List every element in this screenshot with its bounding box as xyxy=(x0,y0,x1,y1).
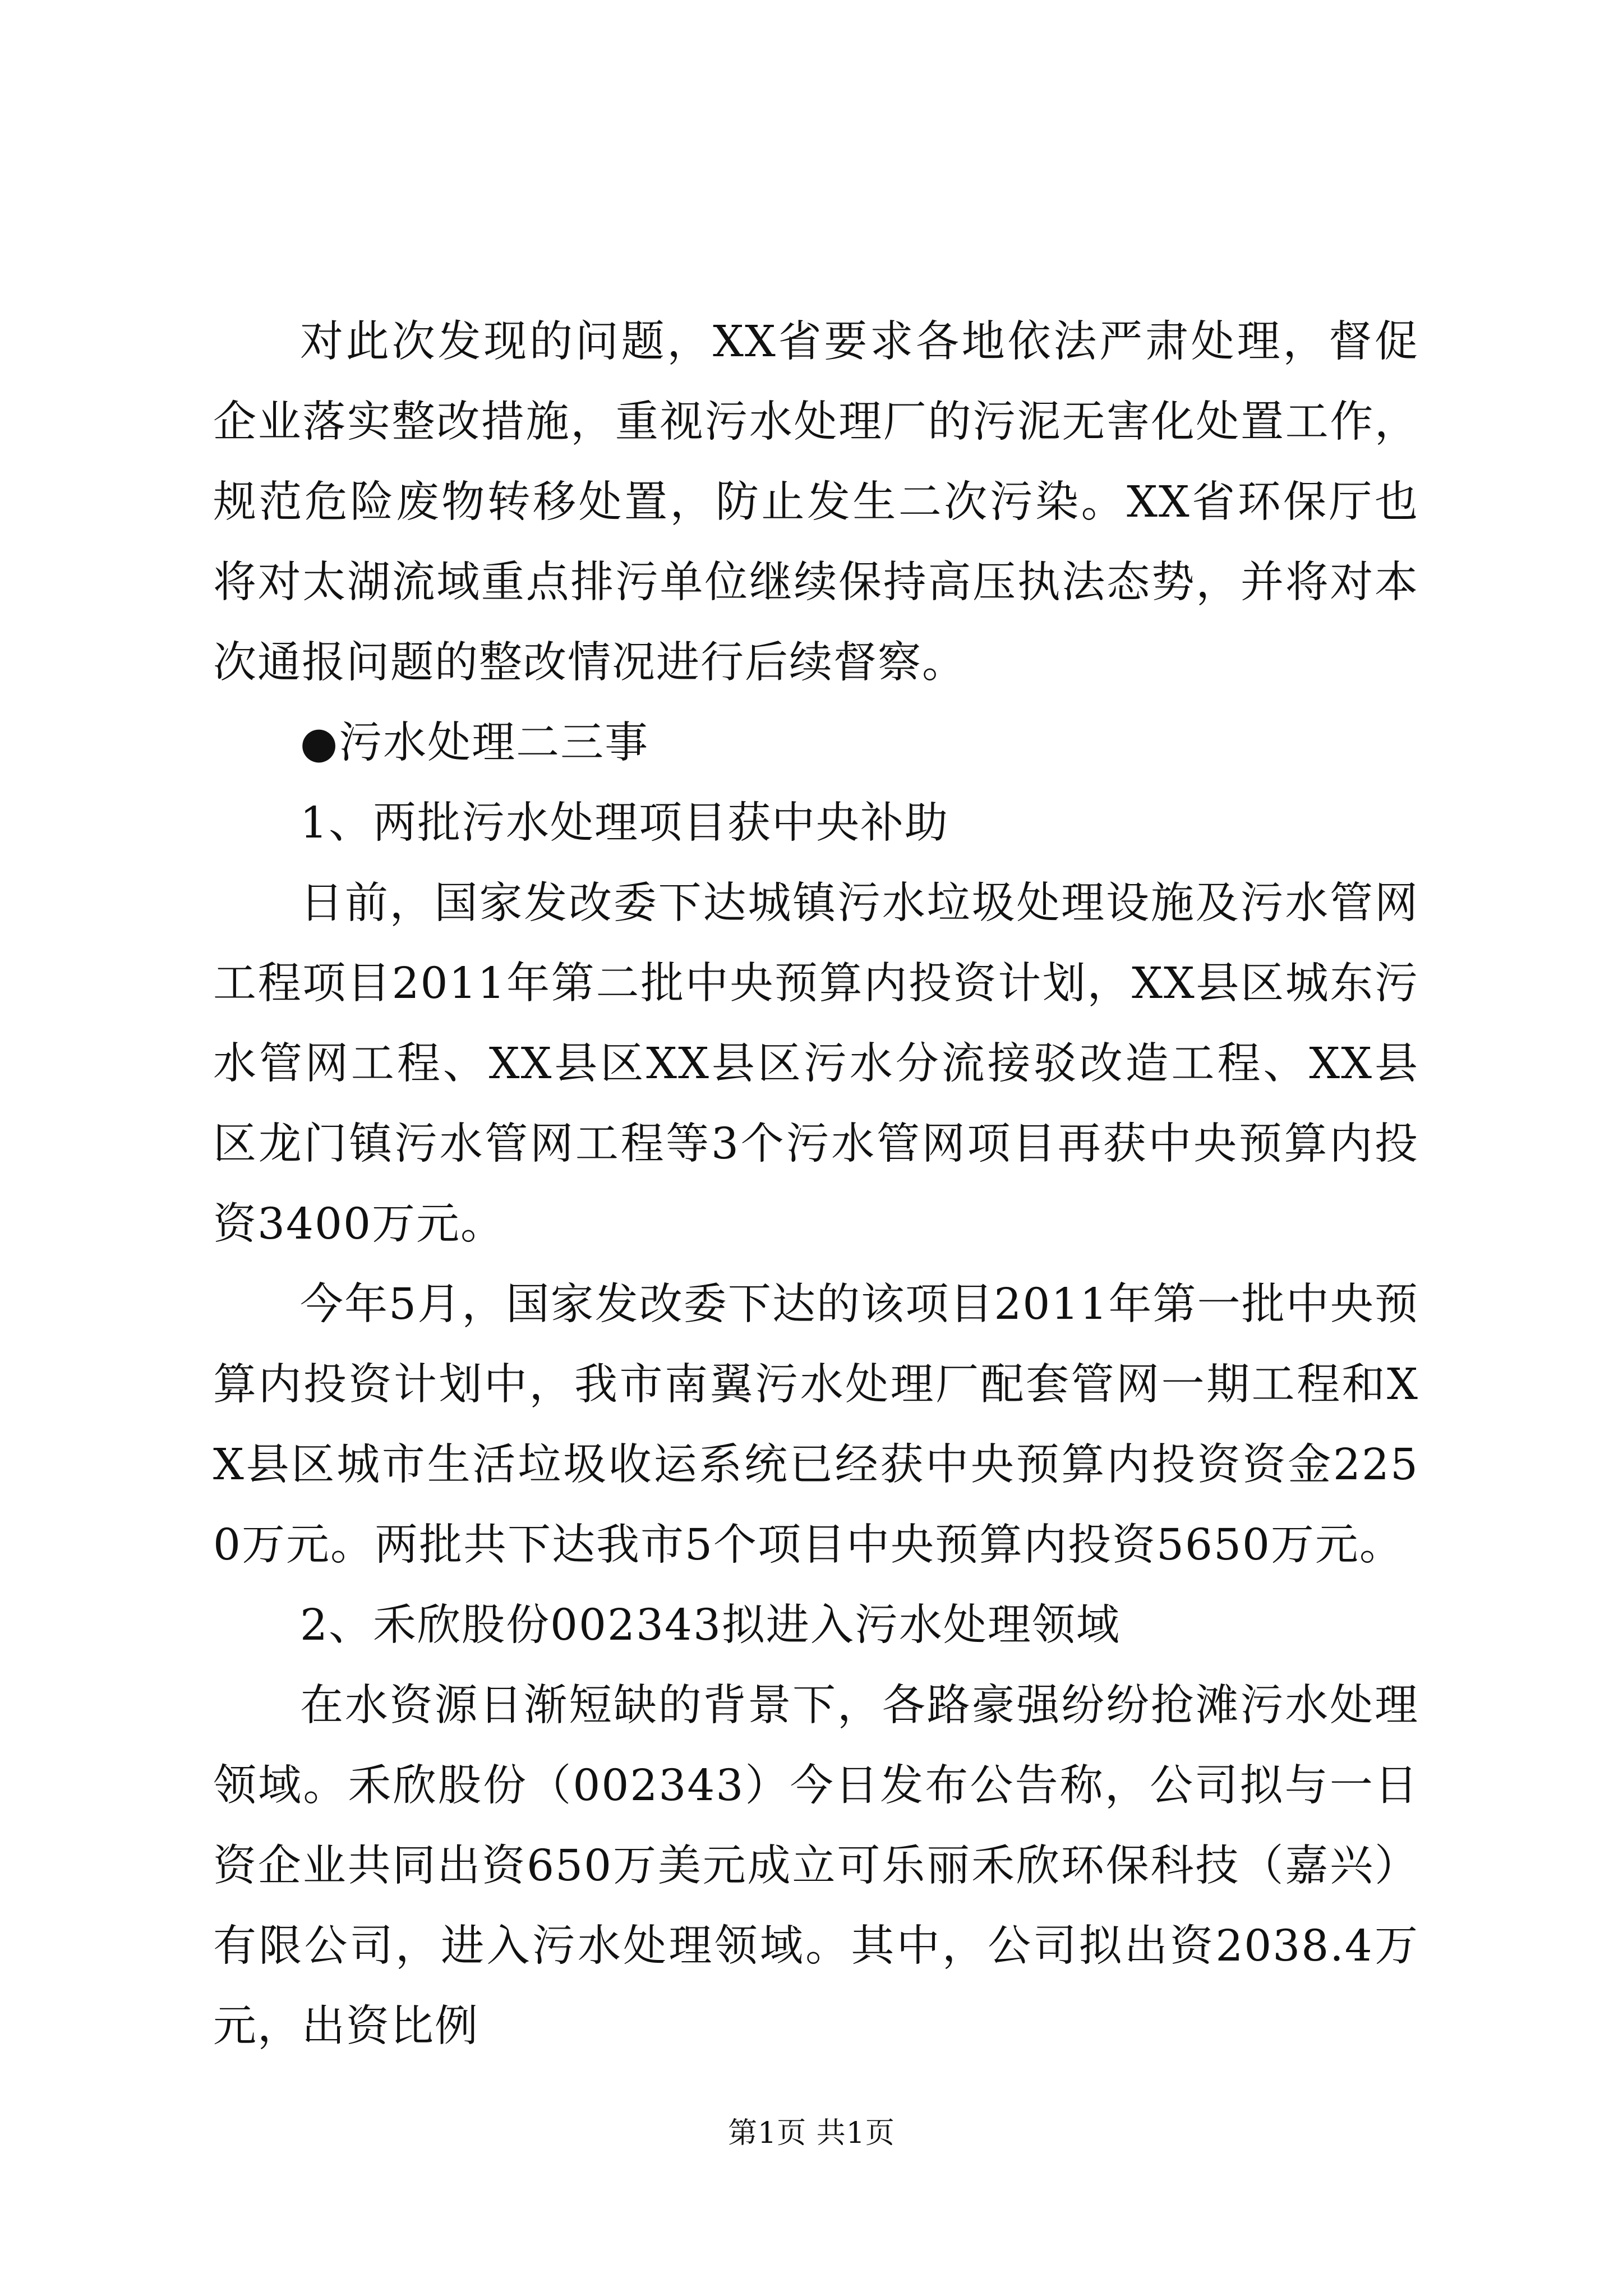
subheading-central-subsidy: 1、两批污水处理项目获中央补助 xyxy=(300,798,949,848)
page-number-footer: 第1页 共1页 xyxy=(728,2116,895,2150)
paragraph-second-batch-investment: 日前，国家发改委下达城镇污水垃圾处理设施及污水管网工程项目2011年第二批中央预算内投资计划，XX县区城东污水管网工程、XX县区XX县区污水分流接驳改造工程、XX县区龙门镇污水管网工程等3个污水管网项目再获中央预算内投资3400万元。 xyxy=(213,878,1419,1249)
section-heading-sewage-notes: ●污水处理二三事 xyxy=(300,718,649,768)
subheading-hexin-shares: 2、禾欣股份002343拟进入污水处理领域 xyxy=(300,1600,1121,1650)
paragraph-hexin-announcement: 在水资源日渐短缺的背景下，各路豪强纷纷抢滩污水处理领域。禾欣股份（002343）今日发布公告称，公司拟与一日资企业共同出资650万美元成立可乐丽禾欣环保科技（嘉兴）有限公司，进入污水处理领域。其中，公司拟出资2038.4万元，出资比例 xyxy=(213,1681,1419,2051)
document-body xyxy=(213,302,1419,2067)
paragraph-rectification: 对此次发现的问题，XX省要求各地依法严肃处理，督促企业落实整改措施，重视污水处理厂的污泥无害化处置工作，规范危险废物转移处置，防止发生二次污染。XX省环保厅也将对太湖流域重点排污单位继续保持高压执法态势，并将对本次通报问题的整改情况进行后续督察。 xyxy=(213,317,1419,688)
paragraph-first-batch-investment: 今年5月，国家发改委下达的该项目2011年第一批中央预算内投资计划中，我市南翼污水处理厂配套管网一期工程和XX县区城市生活垃圾收运系统已经获中央预算内投资资金2250万元。两批共下达我市5个项目中央预算内投资5650万元。 xyxy=(213,1280,1419,1570)
